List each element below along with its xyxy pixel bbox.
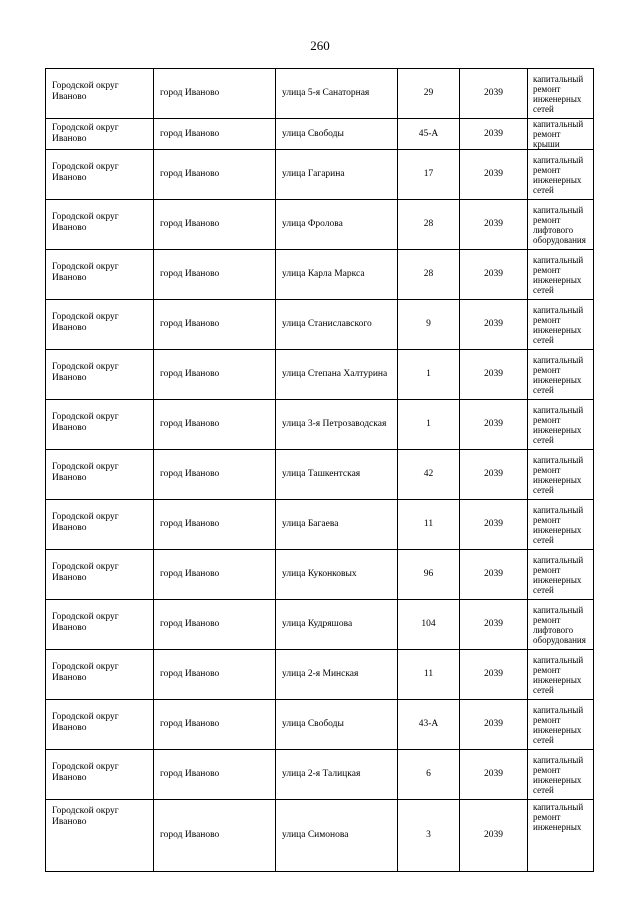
- district-cell: Городской округ Иваново: [46, 750, 154, 800]
- city-cell: город Иваново: [154, 700, 276, 750]
- city-cell: город Иваново: [154, 500, 276, 550]
- street-cell: улица Кудряшова: [276, 600, 398, 650]
- work-type-cell: капитальный ремонт инженерных сетей: [528, 69, 594, 119]
- work-type-cell: капитальный ремонт инженерных сетей: [528, 250, 594, 300]
- district-cell: Городской округ Иваново: [46, 400, 154, 450]
- city-cell: город Иваново: [154, 650, 276, 700]
- house-number-cell: 28: [398, 200, 460, 250]
- city-cell: город Иваново: [154, 400, 276, 450]
- street-cell: улица Карла Маркса: [276, 250, 398, 300]
- street-cell: улица Багаева: [276, 500, 398, 550]
- house-number-cell: 11: [398, 650, 460, 700]
- work-type-cell: капитальный ремонт инженерных сетей: [528, 650, 594, 700]
- year-cell: 2039: [460, 700, 528, 750]
- street-cell: улица Свободы: [276, 119, 398, 150]
- work-type-cell: капитальный ремонт инженерных сетей: [528, 700, 594, 750]
- house-number-cell: 45-А: [398, 119, 460, 150]
- district-cell: Городской округ Иваново: [46, 600, 154, 650]
- work-type-cell: капитальный ремонт крыши: [528, 119, 594, 150]
- year-cell: 2039: [460, 600, 528, 650]
- house-number-cell: 96: [398, 550, 460, 600]
- year-cell: 2039: [460, 150, 528, 200]
- work-type-cell: капитальный ремонт инженерных сетей: [528, 500, 594, 550]
- street-cell: улица 5-я Санаторная: [276, 69, 398, 119]
- street-cell: улица Гагарина: [276, 150, 398, 200]
- house-number-cell: 42: [398, 450, 460, 500]
- street-cell: улица Ташкентская: [276, 450, 398, 500]
- house-number-cell: 17: [398, 150, 460, 200]
- city-cell: город Иваново: [154, 450, 276, 500]
- year-cell: 2039: [460, 500, 528, 550]
- table-row: [46, 119, 594, 150]
- house-number-cell: 9: [398, 300, 460, 350]
- house-number-cell: 29: [398, 69, 460, 119]
- street-cell: улица Симонова: [276, 800, 398, 872]
- table-row: [46, 800, 594, 872]
- district-cell: Городской округ Иваново: [46, 650, 154, 700]
- district-cell: Городской округ Иваново: [46, 150, 154, 200]
- work-type-cell: капитальный ремонт инженерных сетей: [528, 300, 594, 350]
- district-cell: Городской округ Иваново: [46, 250, 154, 300]
- district-cell: Городской округ Иваново: [46, 700, 154, 750]
- street-cell: улица 2-я Талицкая: [276, 750, 398, 800]
- street-cell: улица Куконковых: [276, 550, 398, 600]
- table-row: [46, 250, 594, 300]
- table-body: [46, 69, 594, 872]
- street-cell: улица Станиславского: [276, 300, 398, 350]
- table-row: [46, 350, 594, 400]
- year-cell: 2039: [460, 450, 528, 500]
- table-row: [46, 750, 594, 800]
- city-cell: город Иваново: [154, 800, 276, 872]
- street-cell: улица 2-я Минская: [276, 650, 398, 700]
- housing-repair-table: [45, 68, 594, 872]
- district-cell: Городской округ Иваново: [46, 300, 154, 350]
- year-cell: 2039: [460, 350, 528, 400]
- street-cell: улица Степана Халтурина: [276, 350, 398, 400]
- work-type-cell: капитальный ремонт инженерных сетей: [528, 550, 594, 600]
- table-row: [46, 300, 594, 350]
- work-type-cell: капитальный ремонт инженерных сетей: [528, 150, 594, 200]
- table-row: [46, 500, 594, 550]
- house-number-cell: 1: [398, 400, 460, 450]
- house-number-cell: 28: [398, 250, 460, 300]
- year-cell: 2039: [460, 119, 528, 150]
- district-cell: Городской округ Иваново: [46, 350, 154, 400]
- year-cell: 2039: [460, 300, 528, 350]
- city-cell: город Иваново: [154, 750, 276, 800]
- work-type-cell: капитальный ремонт лифтового оборудования: [528, 600, 594, 650]
- district-cell: Городской округ Иваново: [46, 450, 154, 500]
- street-cell: улица 3-я Петрозаводская: [276, 400, 398, 450]
- house-number-cell: 11: [398, 500, 460, 550]
- year-cell: 2039: [460, 800, 528, 872]
- city-cell: город Иваново: [154, 200, 276, 250]
- work-type-cell: капитальный ремонт инженерных сетей: [528, 350, 594, 400]
- table-row: [46, 650, 594, 700]
- city-cell: город Иваново: [154, 150, 276, 200]
- house-number-cell: 1: [398, 350, 460, 400]
- work-type-cell: капитальный ремонт инженерных сетей: [528, 450, 594, 500]
- table-row: [46, 550, 594, 600]
- city-cell: город Иваново: [154, 350, 276, 400]
- district-cell: Городской округ Иваново: [46, 800, 154, 872]
- city-cell: город Иваново: [154, 300, 276, 350]
- table-row: [46, 200, 594, 250]
- house-number-cell: 43-А: [398, 700, 460, 750]
- year-cell: 2039: [460, 750, 528, 800]
- district-cell: Городской округ Иваново: [46, 200, 154, 250]
- house-number-cell: 3: [398, 800, 460, 872]
- work-type-cell: капитальный ремонт инженерных сетей: [528, 750, 594, 800]
- year-cell: 2039: [460, 400, 528, 450]
- city-cell: город Иваново: [154, 119, 276, 150]
- house-number-cell: 104: [398, 600, 460, 650]
- street-cell: улица Фролова: [276, 200, 398, 250]
- city-cell: город Иваново: [154, 69, 276, 119]
- year-cell: 2039: [460, 200, 528, 250]
- table-row: [46, 450, 594, 500]
- work-type-cell: капитальный ремонт инженерных: [528, 800, 594, 872]
- street-cell: улица Свободы: [276, 700, 398, 750]
- city-cell: город Иваново: [154, 250, 276, 300]
- year-cell: 2039: [460, 550, 528, 600]
- table-row: [46, 600, 594, 650]
- district-cell: Городской округ Иваново: [46, 69, 154, 119]
- work-type-cell: капитальный ремонт инженерных сетей: [528, 400, 594, 450]
- year-cell: 2039: [460, 250, 528, 300]
- city-cell: город Иваново: [154, 600, 276, 650]
- table-row: [46, 400, 594, 450]
- district-cell: Городской округ Иваново: [46, 550, 154, 600]
- page-number: 260: [310, 38, 330, 53]
- district-cell: Городской округ Иваново: [46, 119, 154, 150]
- city-cell: город Иваново: [154, 550, 276, 600]
- house-number-cell: 6: [398, 750, 460, 800]
- district-cell: Городской округ Иваново: [46, 500, 154, 550]
- table-row: [46, 150, 594, 200]
- table-row: [46, 700, 594, 750]
- year-cell: 2039: [460, 650, 528, 700]
- work-type-cell: капитальный ремонт лифтового оборудования: [528, 200, 594, 250]
- year-cell: 2039: [460, 69, 528, 119]
- table-row: [46, 69, 594, 119]
